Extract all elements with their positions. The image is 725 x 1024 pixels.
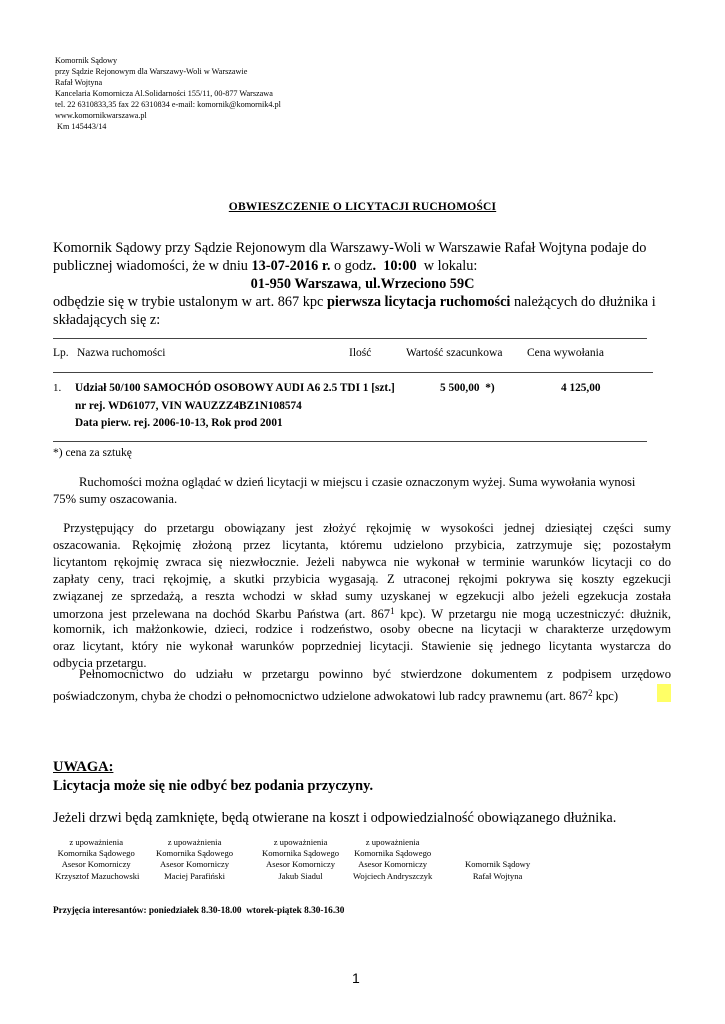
paragraph-text: poświadczonym, chyba że chodzi o pełnomocnictwo udzielone adwokatowi lub radcy prawnemu (art. 867 <box>53 689 589 703</box>
signature-line <box>465 837 530 848</box>
document-title: OBWIESZCZENIE O LICYTACJI RUCHOMOŚCI <box>228 201 497 213</box>
signature-line: Komornika Sądowego <box>156 848 234 859</box>
row-price: 4 125,00 <box>561 382 601 394</box>
signature-block <box>262 837 339 882</box>
paragraph-viewing: Ruchomości można oglądać w dzień licytacji w miejscu i czasie oznaczonym wyżej. Suma wywołania wynosi <box>79 475 636 489</box>
header-line: Rafał Wojtyna <box>55 78 103 87</box>
row-registration: nr rej. WD61077, VIN WAUZZZ4BZ1N108574 <box>75 400 302 412</box>
signature-line: Asesor Komorniczy <box>160 859 230 870</box>
signature-line: Komornika Sądowego <box>57 848 135 859</box>
intro-text: w lokalu: <box>416 258 478 274</box>
signature-block <box>53 837 139 882</box>
header-line: www.komornikwarszawa.pl <box>55 111 147 120</box>
notice-line-1: Licytacja może się nie odbyć bez podania przyczyny. <box>53 778 374 794</box>
intro-line-5: składających się z: <box>53 312 161 328</box>
signature-line: Asesor Komorniczy <box>358 859 428 870</box>
paragraph-deposit-line: oszacowania. Rękojmię złożoną przez licytanta, któremu udzielono przybicia, zatrzymuje się; pozostałym <box>53 538 671 552</box>
signature-line: z upoważnienia <box>69 837 124 847</box>
col-header-price: Cena wywołania <box>527 347 604 359</box>
paragraph-deposit-line: zapłaty ceny, traci rękojmię, a skutki przybicia wygasają. Z utraconej rękojmi pokrywa się koszty egzekucji <box>53 572 671 586</box>
signature-line: Maciej Parafiński <box>164 870 225 881</box>
signature-block <box>353 837 432 882</box>
table-header-rule <box>53 372 653 373</box>
row-first-registration: Data pierw. rej. 2006-10-13, Rok prod 2001 <box>75 417 283 429</box>
paragraph-deposit-line: oraz licytant, który nie wykonał warunków poprzedniej licytacji. Stawienie się jednego licytanta wystarcza do <box>53 639 671 653</box>
col-header-value: Wartość szacunkowa <box>406 347 503 359</box>
signature-line: Jakub Siadul <box>278 870 323 881</box>
bailiff-header <box>55 55 281 132</box>
auction-date: 13-07-2016 r. <box>251 258 331 274</box>
col-header-qty: Ilość <box>349 347 372 359</box>
auction-time: . 10:00 <box>372 258 417 274</box>
article-superscript: 1 <box>390 606 395 616</box>
notice-line-2: Jeżeli drzwi będą zamknięte, będą otwierane na koszt i odpowiedzialność obowiązanego dłużnika. <box>53 810 617 826</box>
signature-line: Wojciech Andryszczyk <box>353 870 433 881</box>
paragraph-deposit-line: licytantom rękojmię zwraca się niezwłocznie. Jeżeli nabywca nie wykonał w terminie warunków licytacji co do <box>53 555 671 569</box>
signature-block <box>465 837 530 882</box>
row-name: Udział 50/100 SAMOCHÓD OSOBOWY AUDI A6 2.5 TDI 1 [szt.] <box>75 382 395 394</box>
signature-line: Rafał Wojtyna <box>472 870 523 881</box>
paragraph-proxy: Pełnomocnictwo do udziału w przetargu powinno być stwierdzone dokumentem z podpisem urzędowo <box>79 667 671 681</box>
signature-line: z upoważnienia <box>365 837 420 847</box>
signature-line: Komornika Sądowego <box>354 848 432 859</box>
col-header-lp: Lp. <box>53 347 69 359</box>
intro-line-1: Komornik Sądowy przy Sądzie Rejonowym dla Warszawy-Woli w Warszawie Rafał Wojtyna podaje do <box>53 240 647 256</box>
paragraph-deposit-line: Przystępujący do przetargu obowiązany jest złożyć rękojmię w wysokości jednej dziesiątej części sumy <box>53 521 671 535</box>
intro-line-4 <box>53 293 656 311</box>
paragraph-deposit-line: komornik, ich małżonkowie, dzieci, rodzice i rodzeństwo, osoby obecne na licytacji w charakterze urzędowym <box>53 622 671 636</box>
signature-line: Komornika Sądowego <box>262 848 340 859</box>
header-line: Komornik Sądowy <box>55 56 118 65</box>
paragraph-text: kpc). W przetargu nie mogą uczestniczyć: dłużnik, <box>394 607 671 621</box>
paragraph-viewing-cont: 75% sumy oszacowania. <box>53 492 178 506</box>
intro-text: o godz <box>330 258 373 274</box>
table-footnote: *) cena za sztukę <box>53 447 132 459</box>
header-line: Kancelaria Komornicza Al.Solidarności 155/11, 00-877 Warszawa <box>55 89 273 98</box>
address-street: ul.Wrzeciono 59C <box>365 276 475 292</box>
row-value: 5 500,00 *) <box>440 382 495 394</box>
signature-line: Krzysztof Mazuchowski <box>53 870 140 881</box>
signature-line: Komornik Sądowy <box>465 859 531 870</box>
paragraph-deposit-line: związanej ze sprzedażą, a reszta wchodzi w skład sumy uzyskanej w egzekucji albo jeżeli egzekucja została <box>53 589 671 603</box>
signature-line: Asesor Komorniczy <box>266 859 336 870</box>
page-number: 1 <box>352 970 360 986</box>
intro-line-2 <box>53 257 477 275</box>
address-sep: , <box>357 276 366 292</box>
table-top-rule <box>53 338 647 339</box>
intro-text: odbędzie się w trybie ustalonym w art. 867 kpc <box>53 294 327 310</box>
signature-line: Asesor Komorniczy <box>61 859 131 870</box>
table-bottom-rule <box>53 441 647 442</box>
header-line: przy Sądzie Rejonowym dla Warszawy-Woli w Warszawie <box>55 67 248 76</box>
office-hours: Przyjęcia interesantów: poniedziałek 8.30-18.00 wtorek-piątek 8.30-16.30 <box>53 906 345 916</box>
paragraph-text: kpc) <box>592 689 619 703</box>
intro-text: należących do dłużnika i <box>510 294 656 310</box>
paragraph-deposit-last: odbycia przetargu. <box>53 656 147 670</box>
intro-text: publicznej wiadomości, że w dniu <box>53 258 252 274</box>
auction-address <box>0 275 725 293</box>
case-number: Km 145443/14 <box>55 122 107 131</box>
row-lp: 1. <box>53 382 62 394</box>
signature-line: z upoważnienia <box>167 837 222 847</box>
address-city: 01-950 Warszawa <box>250 276 358 292</box>
notice-heading: UWAGA: <box>53 759 114 775</box>
signature-line: z upoważnienia <box>273 837 328 847</box>
paragraph-proxy-cont <box>53 685 618 706</box>
header-line: tel. 22 6310833,35 fax 22 6310834 e-mail: komornik@komornik4.pl <box>55 100 281 109</box>
col-header-name: Nazwa ruchomości <box>77 347 166 359</box>
signature-line <box>465 848 530 859</box>
highlight-mark <box>657 684 671 702</box>
article-superscript: 2 <box>588 688 593 698</box>
paragraph-text: umorzona jest przelewana na dochód Skarbu Państwa (art. 867 <box>53 607 391 621</box>
auction-type: pierwsza licytacja ruchomości <box>326 294 511 310</box>
signature-block <box>156 837 233 882</box>
